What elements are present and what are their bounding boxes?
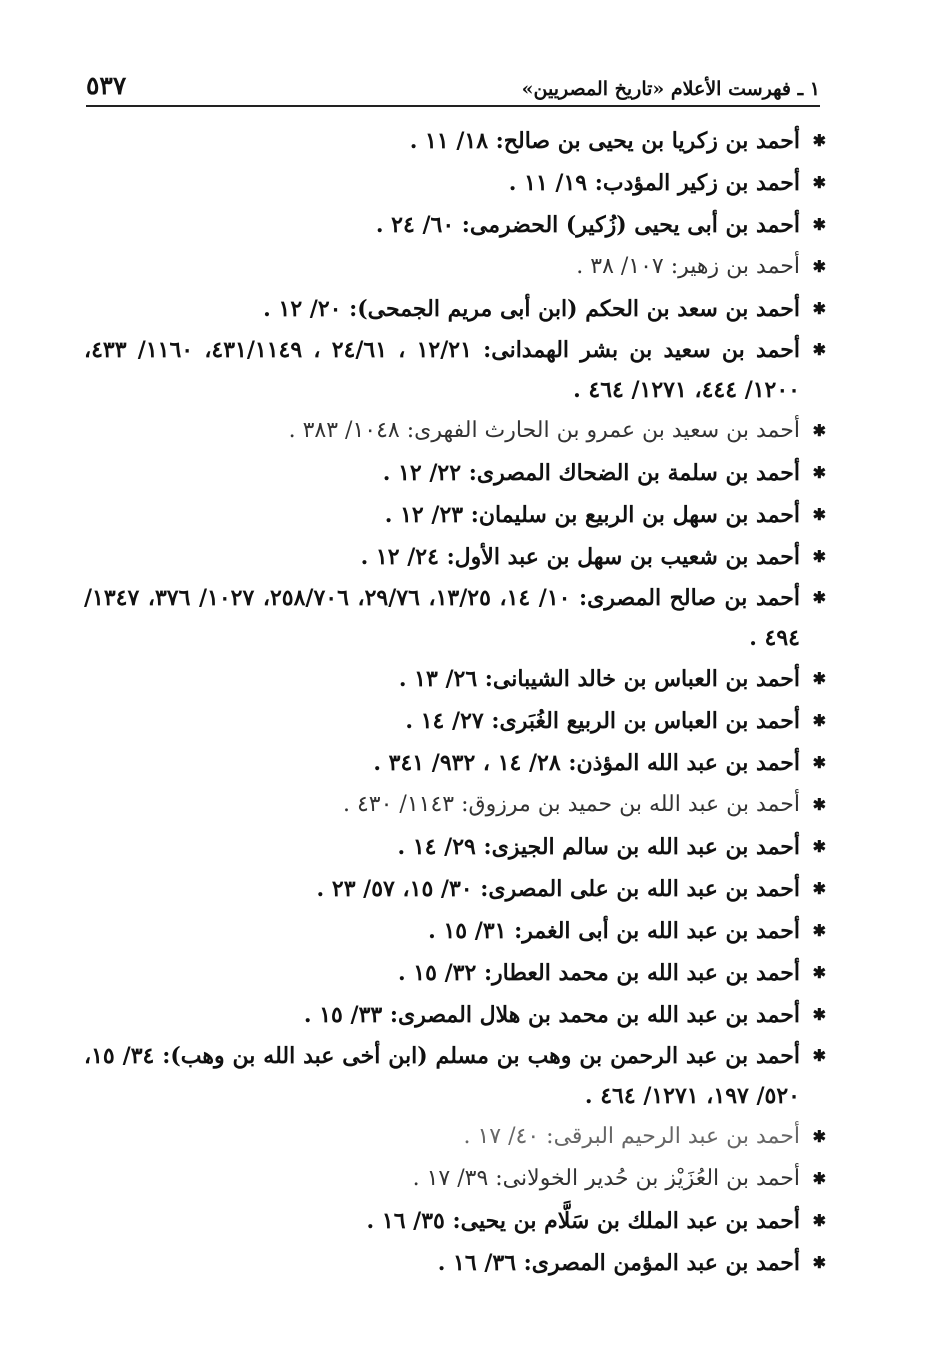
index-entry	[84, 952, 826, 994]
asterisk-icon: ✱	[812, 711, 826, 730]
asterisk-icon: ✱	[812, 299, 826, 318]
entry-text: أحمد بن عبد المؤمن المصرى: ٣٦/ ١٦ .	[437, 1250, 800, 1276]
entry-text: أحمد بن العُزَيْز بن حُدير الخولانى: ٣٩/ ١٧ .	[412, 1166, 800, 1191]
asterisk-icon: ✱	[812, 547, 826, 566]
asterisk-icon: ✱	[812, 421, 826, 440]
index-entry	[84, 246, 826, 288]
index-entry	[84, 578, 826, 658]
asterisk-icon: ✱	[812, 921, 826, 940]
asterisk-icon: ✱	[812, 463, 826, 482]
entry-text: أحمد بن شعيب بن سهل بن عبد الأول: ٢٤/ ١٢ .	[360, 544, 800, 570]
index-entries	[84, 120, 826, 1284]
asterisk-icon: ✱	[812, 753, 826, 772]
running-title: ١ ـ فهرست الأعلام «تاريخ المصريين»	[521, 78, 820, 100]
asterisk-icon: ✱	[812, 1169, 826, 1188]
page-number: ٥٣٧	[86, 71, 127, 100]
index-entry	[84, 994, 826, 1036]
asterisk-icon: ✱	[812, 173, 826, 192]
entry-text: أحمد بن سهل بن الربيع بن سليمان: ٢٣/ ١٢ .	[384, 502, 800, 528]
entry-text: أحمد بن عبد الله المؤذن: ٢٨/ ١٤ ، ٩٣٢/ ٣٤١ .	[373, 750, 800, 776]
index-entry	[84, 494, 826, 536]
index-entry	[84, 742, 826, 784]
entry-text: أحمد بن عبد الله بن محمد بن هلال المصرى: ٣٣/ ١٥ .	[303, 1002, 800, 1028]
asterisk-icon: ✱	[812, 795, 826, 814]
entry-text: أحمد بن عبد الله بن محمد العطار: ٣٢/ ١٥ .	[397, 960, 800, 986]
asterisk-icon: ✱	[812, 1211, 826, 1230]
asterisk-icon: ✱	[812, 879, 826, 898]
entry-text: أحمد بن عبد الرحيم البرقى: ٤٠/ ١٧ .	[463, 1124, 800, 1149]
index-entry	[84, 1116, 826, 1158]
entry-text: أحمد بن سعيد بن عمرو بن الحارث الفهرى: ١٠٤٨/ ٣٨٣ .	[288, 418, 800, 443]
asterisk-icon: ✱	[812, 505, 826, 524]
entry-text: أحمد بن سعيد بن بشر الهمدانى: ١٢/٢١ ، ٢٤/٦١ ، ٤٣١/١١٤٩، ١١٦٠/ ٤٣٣، ١٢٠٠/ ٤٤٤، ١٢٧١/ ٤٦٤ .	[84, 337, 800, 403]
index-entry	[84, 700, 826, 742]
entry-text: أحمد بن العباس بن خالد الشيبانى: ٢٦/ ١٣ .	[398, 666, 800, 692]
index-entry	[84, 1200, 826, 1242]
asterisk-icon: ✱	[812, 257, 826, 276]
index-entry	[84, 784, 826, 826]
entry-text: أحمد بن عبد الله بن حميد بن مرزوق: ١١٤٣/ ٤٣٠ .	[342, 792, 800, 817]
asterisk-icon: ✱	[812, 669, 826, 688]
index-entry	[84, 826, 826, 868]
asterisk-icon: ✱	[812, 963, 826, 982]
entry-text: أحمد بن سعد بن الحكم (ابن أبى مريم الجمحى): ٢٠/ ١٢ .	[263, 296, 800, 322]
asterisk-icon: ✱	[812, 1046, 826, 1065]
entry-text: أحمد بن زهير: ١٠٧/ ٣٨ .	[576, 254, 800, 279]
entry-text: أحمد بن صالح المصرى: ١٠/ ١٤، ١٣/٢٥، ٢٩/٧٦، ٢٥٨/٧٠٦، ١٠٢٧/ ٣٧٦، ١٣٤٧/ ٤٩٤ .	[84, 585, 800, 651]
index-entry	[84, 536, 826, 578]
index-entry	[84, 162, 826, 204]
index-entry	[84, 1036, 826, 1116]
asterisk-icon: ✱	[812, 340, 826, 359]
entry-text: أحمد بن عبد الله بن على المصرى: ٣٠/ ١٥، ٥٧/ ٢٣ .	[316, 876, 800, 902]
asterisk-icon: ✱	[812, 1253, 826, 1272]
index-entry	[84, 120, 826, 162]
index-entry	[84, 910, 826, 952]
index-entry	[84, 452, 826, 494]
entry-text: أحمد بن عبد الله بن سالم الجيزى: ٢٩/ ١٤ .	[397, 834, 800, 860]
entry-text: أحمد بن زكير المؤدب: ١٩/ ١١ .	[508, 170, 800, 196]
asterisk-icon: ✱	[812, 1127, 826, 1146]
index-entry	[84, 204, 826, 246]
entry-text: أحمد بن زكريا بن يحيى بن صالح: ١٨/ ١١ .	[409, 128, 800, 154]
asterisk-icon: ✱	[812, 837, 826, 856]
index-entry	[84, 868, 826, 910]
index-entry	[84, 410, 826, 452]
entry-text: أحمد بن عبد الرحمن بن وهب بن مسلم (ابن أخى عبد الله بن وهب): ٣٤/ ١٥، ٥٢٠/ ١٩٧، ١٢٧١/ ٤٦٤ .	[84, 1043, 800, 1109]
index-entry	[84, 330, 826, 410]
header-rule	[86, 105, 820, 107]
asterisk-icon: ✱	[812, 588, 826, 607]
index-entry	[84, 658, 826, 700]
entry-text: أحمد بن سلمة بن الضحاك المصرى: ٢٢/ ١٢ .	[382, 460, 800, 486]
asterisk-icon: ✱	[812, 215, 826, 234]
page-header	[86, 66, 820, 100]
entry-text: أحمد بن العباس بن الربيع الغُبَرى: ٢٧/ ١٤ .	[405, 708, 800, 734]
index-entry	[84, 1242, 826, 1284]
entry-text: أحمد بن عبد الله بن أبى الغمر: ٣١/ ١٥ .	[428, 918, 800, 944]
asterisk-icon: ✱	[812, 1005, 826, 1024]
asterisk-icon: ✱	[812, 131, 826, 150]
index-entry	[84, 1158, 826, 1200]
index-entry	[84, 288, 826, 330]
entry-text: أحمد بن عبد الملك بن سَلَّام بن يحيى: ٣٥/ ١٦ .	[366, 1208, 800, 1234]
entry-text: أحمد بن أبى يحيى (زُكير) الحضرمى: ٦٠/ ٢٤ .	[375, 212, 800, 238]
